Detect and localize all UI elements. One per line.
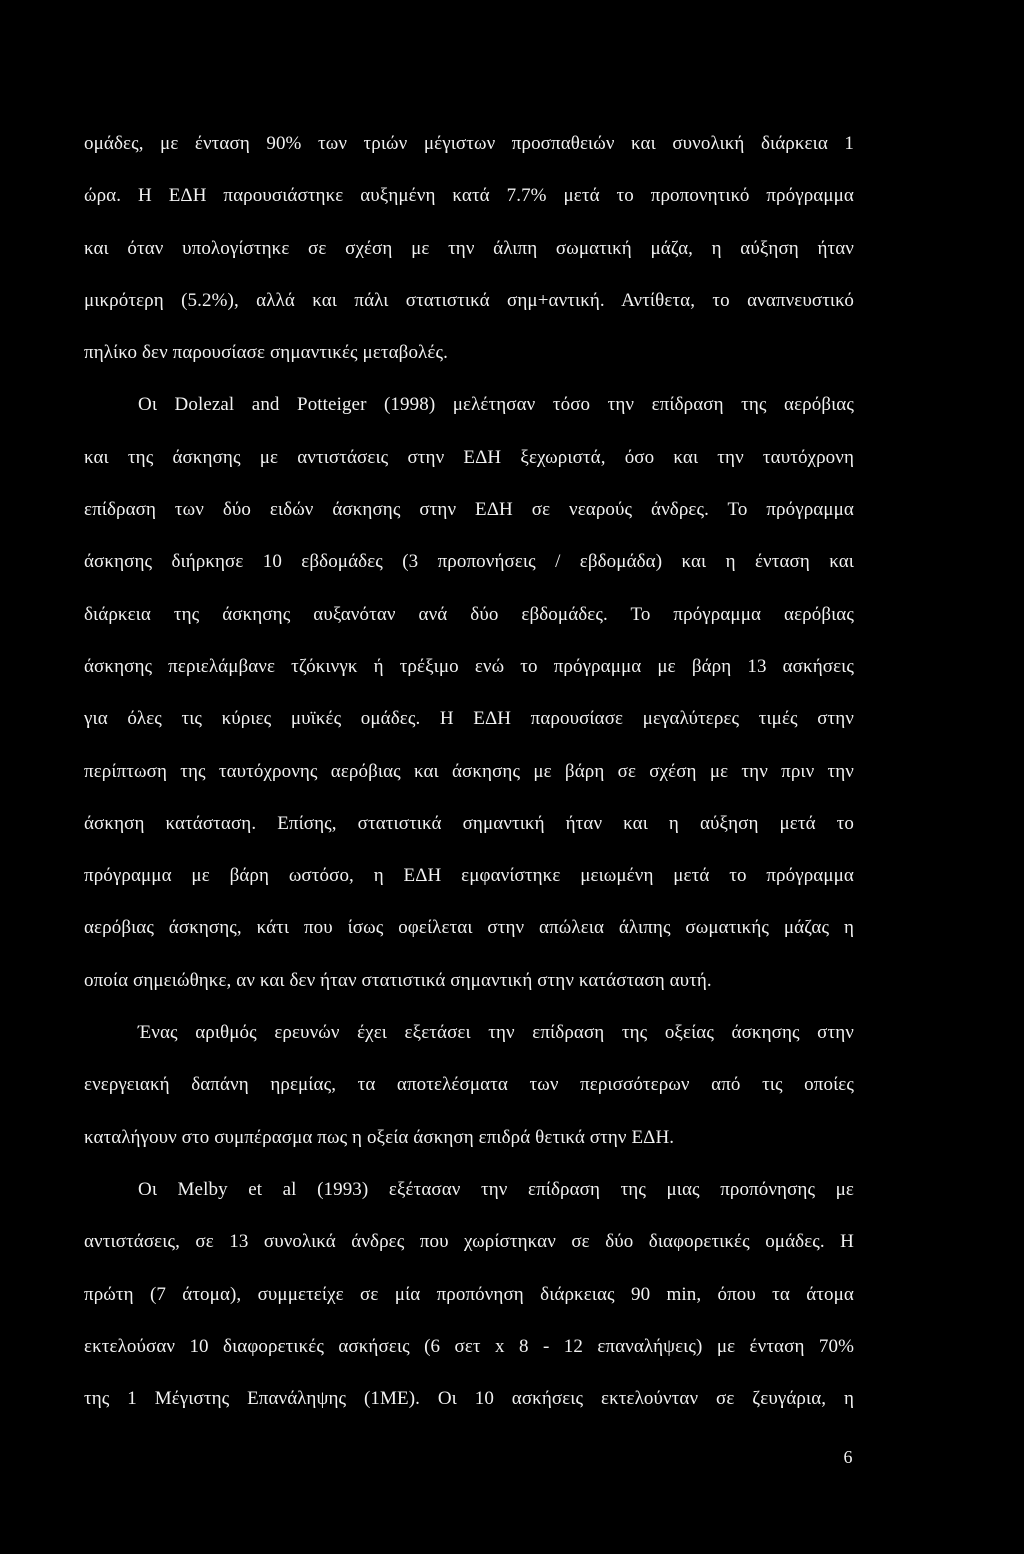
text-line: και όταν υπολογίστηκε σε σχέση με την άλιπη σωματική μάζα, η αύξηση ήταν [84, 237, 854, 259]
text-line: άσκηση κατάσταση. Επίσης, στατιστικά σημαντική ήταν και η αύξηση μετά το [84, 812, 854, 834]
text-line: Οι Melby et al (1993) εξέτασαν την επίδραση της μιας προπόνησης με [138, 1178, 854, 1200]
text-line: πρώτη (7 άτομα), συμμετείχε σε μία προπόνηση διάρκειας 90 min, όπου τα άτομα [84, 1283, 854, 1305]
text-line: πηλίκο δεν παρουσίασε σημαντικές μεταβολές. [84, 342, 448, 364]
text-line: Ένας αριθμός ερευνών έχει εξετάσει την επίδραση της οξείας άσκησης στην [138, 1022, 854, 1044]
text-line: επίδραση των δύο ειδών άσκησης στην ΕΔΗ σε νεαρούς άνδρες. Το πρόγραμμα [84, 499, 854, 521]
text-line: καταλήγουν στο συμπέρασμα πως η οξεία άσκηση επιδρά θετικά στην ΕΔΗ. [84, 1126, 675, 1148]
text-line: άσκησης διήρκησε 10 εβδομάδες (3 προπονήσεις / εβδομάδα) και η ένταση και [84, 551, 854, 573]
text-line: και της άσκησης με αντιστάσεις στην ΕΔΗ ξεχωριστά, όσο και την ταυτόχρονη [84, 446, 854, 468]
text-line: ώρα. Η ΕΔΗ παρουσιάστηκε αυξημένη κατά 7.7% μετά το προπονητικό πρόγραμμα [84, 185, 854, 207]
text-line: για όλες τις κύριες μυϊκές ομάδες. Η ΕΔΗ παρουσίασε μεγαλύτερες τιμές στην [84, 708, 854, 730]
text-line: διάρκεια της άσκησης αυξανόταν ανά δύο εβδομάδες. Το πρόγραμμα αερόβιας [84, 603, 854, 625]
text-line: οποία σημειώθηκε, αν και δεν ήταν στατιστικά σημαντική στην κατάσταση αυτή. [84, 969, 712, 991]
text-line: περίπτωση της ταυτόχρονης αερόβιας και άσκησης με βάρη σε σχέση με την πριν την [84, 760, 854, 782]
text-line: ενεργειακή δαπάνη ηρεμίας, τα αποτελέσματα των περισσότερων από τις οποίες [84, 1074, 854, 1096]
text-line: αερόβιας άσκησης, κάτι που ίσως οφείλεται στην απώλεια άλιπης σωματικής μάζας η [84, 917, 854, 939]
text-line: αντιστάσεις, σε 13 συνολικά άνδρες που χωρίστηκαν σε δύο διαφορετικές ομάδες. Η [84, 1231, 854, 1253]
page-number: 6 [843, 1447, 853, 1467]
document-body [84, 124, 854, 1431]
text-line: πρόγραμμα με βάρη ωστόσο, η ΕΔΗ εμφανίστηκε μειωμένη μετά το πρόγραμμα [84, 865, 854, 887]
text-line: άσκησης περιελάμβανε τζόκινγκ ή τρέξιμο ενώ το πρόγραμμα με βάρη 13 ασκήσεις [84, 655, 854, 677]
text-line: εκτελούσαν 10 διαφορετικές ασκήσεις (6 σετ x 8 - 12 επαναλήψεις) με ένταση 70% [84, 1335, 854, 1357]
text-line: μικρότερη (5.2%), αλλά και πάλι στατιστικά σημ+αντική. Αντίθετα, το αναπνευστικό [84, 289, 854, 311]
text-line: της 1 Μέγιστης Επανάληψης (1ΜΕ). Οι 10 ασκήσεις εκτελούνταν σε ζευγάρια, η [84, 1388, 854, 1410]
text-line: ομάδες, με ένταση 90% των τριών μέγιστων προσπαθειών και συνολική διάρκεια 1 [84, 133, 854, 154]
text-line: Οι Dolezal and Potteiger (1998) μελέτησαν τόσο την επίδραση της αερόβιας [138, 394, 854, 416]
